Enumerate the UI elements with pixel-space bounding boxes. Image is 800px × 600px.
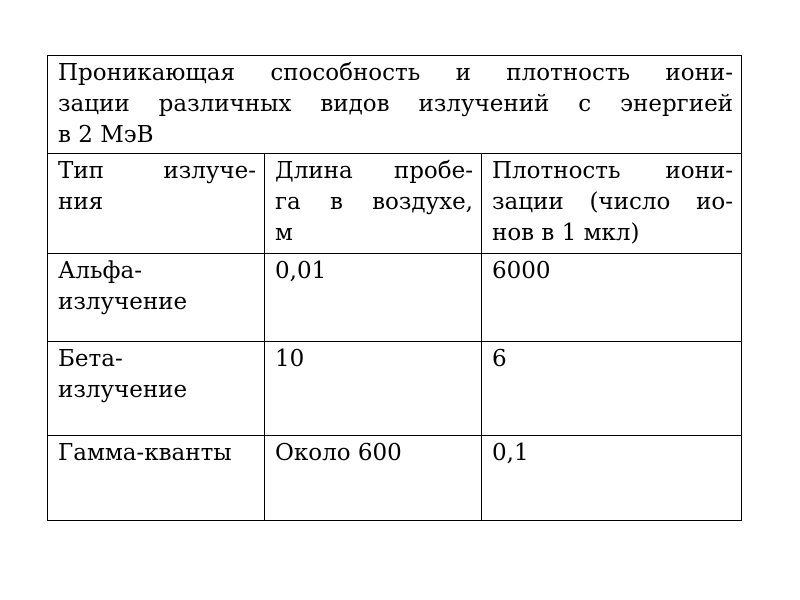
- header-line: Длина пробе-: [275, 158, 473, 184]
- table-row: [48, 254, 742, 342]
- cell-type: [48, 342, 265, 436]
- header-line: Тип излуче-: [58, 158, 256, 184]
- caption-line: Проникающая способность и плотность иони-: [58, 60, 734, 86]
- cell-density: 6000: [482, 254, 742, 342]
- cell-type: [48, 436, 265, 521]
- header-line: м: [275, 220, 293, 246]
- cell-range: Около 600: [265, 436, 482, 521]
- header-cell-density: [482, 154, 742, 254]
- cell-type-line: Альфа-: [58, 258, 143, 284]
- cell-type: [48, 254, 265, 342]
- table-caption-row: [48, 56, 742, 154]
- cell-density: 6: [482, 342, 742, 436]
- header-line: га в воздухе,: [275, 189, 473, 215]
- cell-type-line: Бета-: [58, 346, 123, 372]
- cell-type-line: Гамма-кванты: [58, 440, 232, 466]
- table-caption: [48, 56, 742, 154]
- cell-type-line: излучение: [58, 377, 188, 403]
- header-line: нов в 1 мкл): [492, 220, 640, 246]
- cell-range: 10: [265, 342, 482, 436]
- caption-line: зации различных видов излучений с энергией: [58, 91, 734, 117]
- caption-line: в 2 МэВ: [58, 122, 154, 148]
- header-line: зации (число ио-: [492, 189, 734, 215]
- header-cell-type: [48, 154, 265, 254]
- cell-range: 0,01: [265, 254, 482, 342]
- header-line: ния: [58, 189, 104, 215]
- cell-density: 0,1: [482, 436, 742, 521]
- radiation-table: [47, 55, 742, 521]
- header-line: Плотность иони-: [492, 158, 734, 184]
- table-row: [48, 342, 742, 436]
- table-header-row: [48, 154, 742, 254]
- header-cell-range: [265, 154, 482, 254]
- table-row: [48, 436, 742, 521]
- cell-type-line: излучение: [58, 289, 188, 315]
